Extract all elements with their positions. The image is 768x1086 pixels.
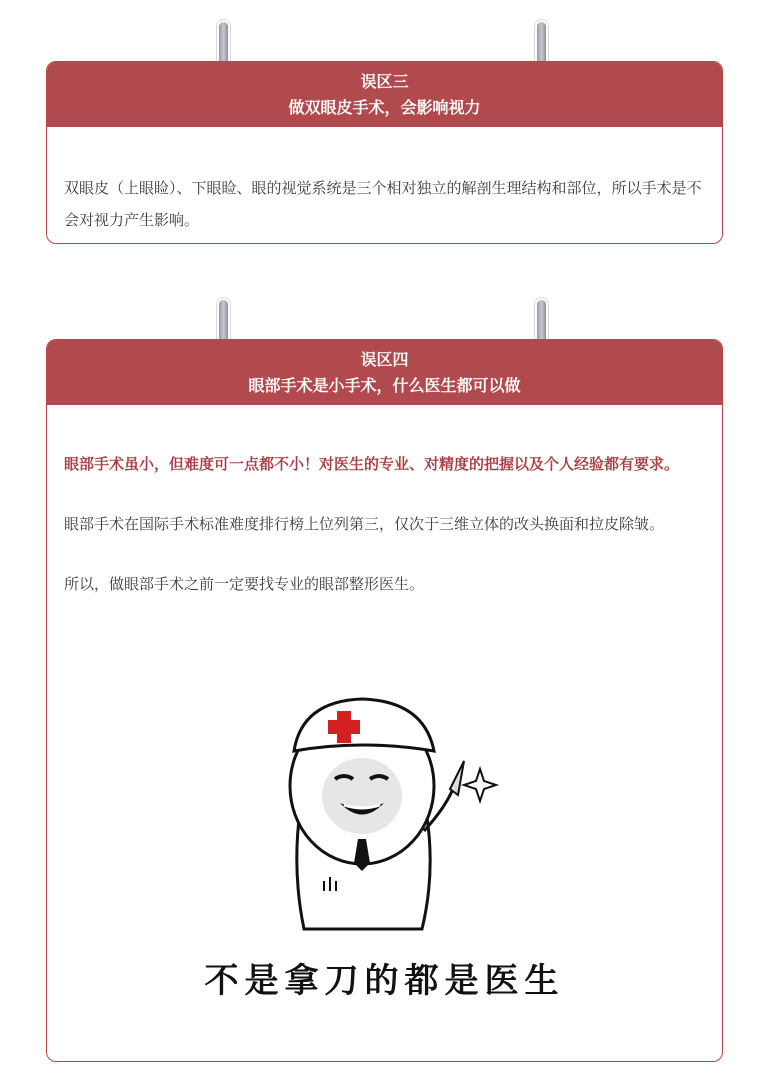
doctor-meme-illustration [212, 691, 577, 941]
myth-card-3 [46, 61, 723, 244]
card-header [47, 62, 722, 127]
card-paragraph: 所以，做眼部手术之前一定要找专业的眼部整形医生。 [64, 575, 425, 593]
card-title: 眼部手术是小手术，什么医生都可以做 [248, 376, 521, 395]
card-body [47, 405, 722, 600]
card-body [47, 127, 722, 236]
card-header [47, 340, 722, 405]
card-title-number: 误区三 [360, 72, 409, 91]
card-paragraph: 眼部手术在国际手术标准难度排行榜上位列第三，仅次于三维立体的改头换面和拉皮除皱。 [64, 515, 665, 533]
meme-caption: 不是拿刀的都是医生 [204, 961, 565, 1001]
emphasis-paragraph: 眼部手术虽小，但难度可一点都不小！对医生的专业、对精度的把握以及个人经验都有要求。 [64, 455, 680, 473]
card-paragraph: 双眼皮（上眼睑）、下眼睑、眼的视觉系统是三个相对独立的解剖生理结构和部位，所以手术是不会对视力产生影响。 [64, 179, 702, 229]
card-title-number: 误区四 [360, 350, 409, 369]
card-title: 做双眼皮手术，会影响视力 [288, 98, 481, 117]
